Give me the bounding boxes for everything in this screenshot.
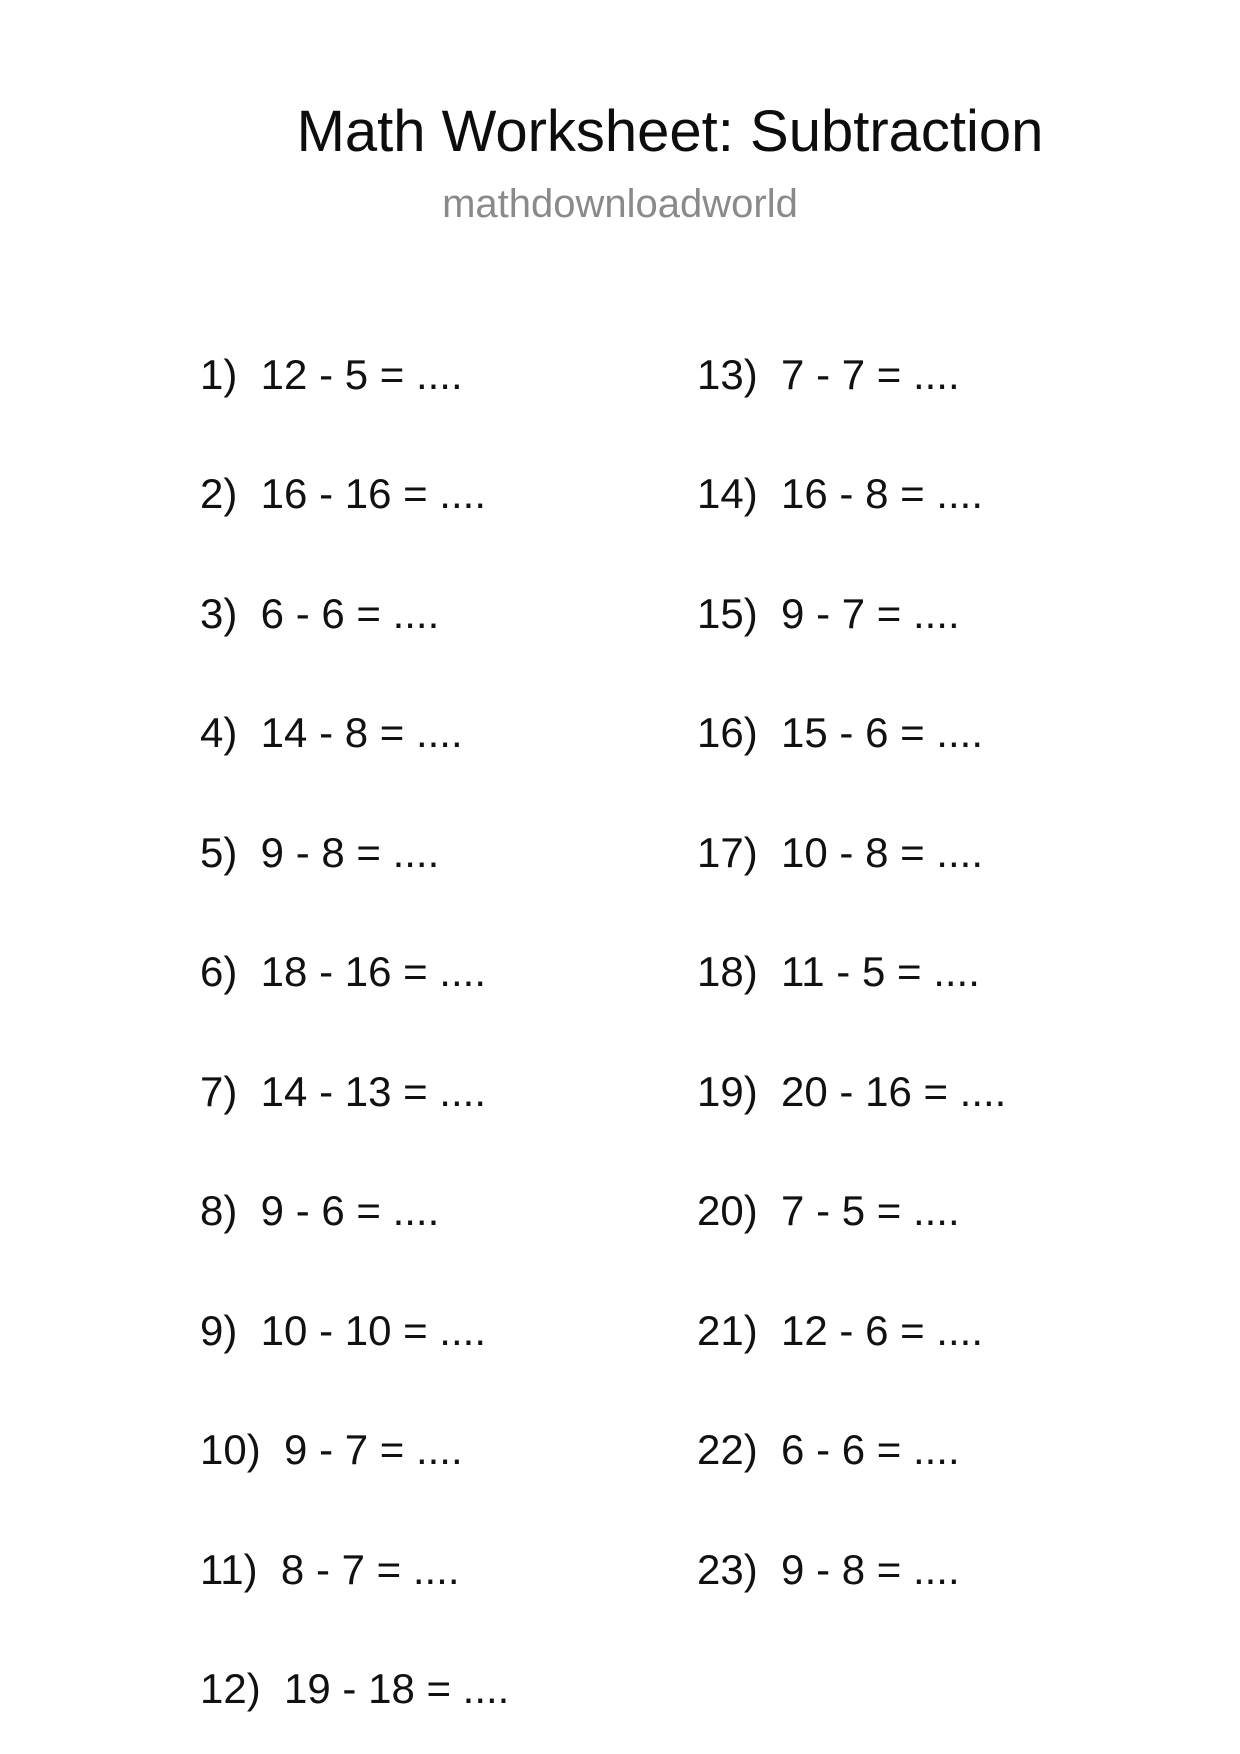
problem-10: 10) 9 - 7 = .... xyxy=(200,1426,463,1473)
problem-18: 18) 11 - 5 = .... xyxy=(697,948,980,995)
problem-22: 22) 6 - 6 = .... xyxy=(697,1426,960,1473)
problem-16: 16) 15 - 6 = .... xyxy=(697,709,983,756)
page-subtitle: mathdownloadworld xyxy=(442,182,798,226)
problem-6: 6) 18 - 16 = .... xyxy=(200,948,486,995)
problem-1: 1) 12 - 5 = .... xyxy=(200,351,463,398)
problem-4: 4) 14 - 8 = .... xyxy=(200,709,463,756)
problem-14: 14) 16 - 8 = .... xyxy=(697,470,983,517)
problem-9: 9) 10 - 10 = .... xyxy=(200,1307,486,1354)
problem-21: 21) 12 - 6 = .... xyxy=(697,1307,983,1354)
problem-23: 23) 9 - 8 = .... xyxy=(697,1546,960,1593)
problem-19: 19) 20 - 16 = .... xyxy=(697,1068,1007,1115)
problem-3: 3) 6 - 6 = .... xyxy=(200,590,440,637)
problem-5: 5) 9 - 8 = .... xyxy=(200,829,440,876)
problem-7: 7) 14 - 13 = .... xyxy=(200,1068,486,1115)
problem-15: 15) 9 - 7 = .... xyxy=(697,590,960,637)
problem-8: 8) 9 - 6 = .... xyxy=(200,1187,440,1234)
problem-11: 11) 8 - 7 = .... xyxy=(200,1546,460,1593)
page-title: Math Worksheet: Subtraction xyxy=(296,99,1044,164)
problem-2: 2) 16 - 16 = .... xyxy=(200,470,486,517)
problem-13: 13) 7 - 7 = .... xyxy=(697,351,960,398)
problem-17: 17) 10 - 8 = .... xyxy=(697,829,983,876)
problem-12: 12) 19 - 18 = .... xyxy=(200,1665,510,1712)
problem-20: 20) 7 - 5 = .... xyxy=(697,1187,960,1234)
